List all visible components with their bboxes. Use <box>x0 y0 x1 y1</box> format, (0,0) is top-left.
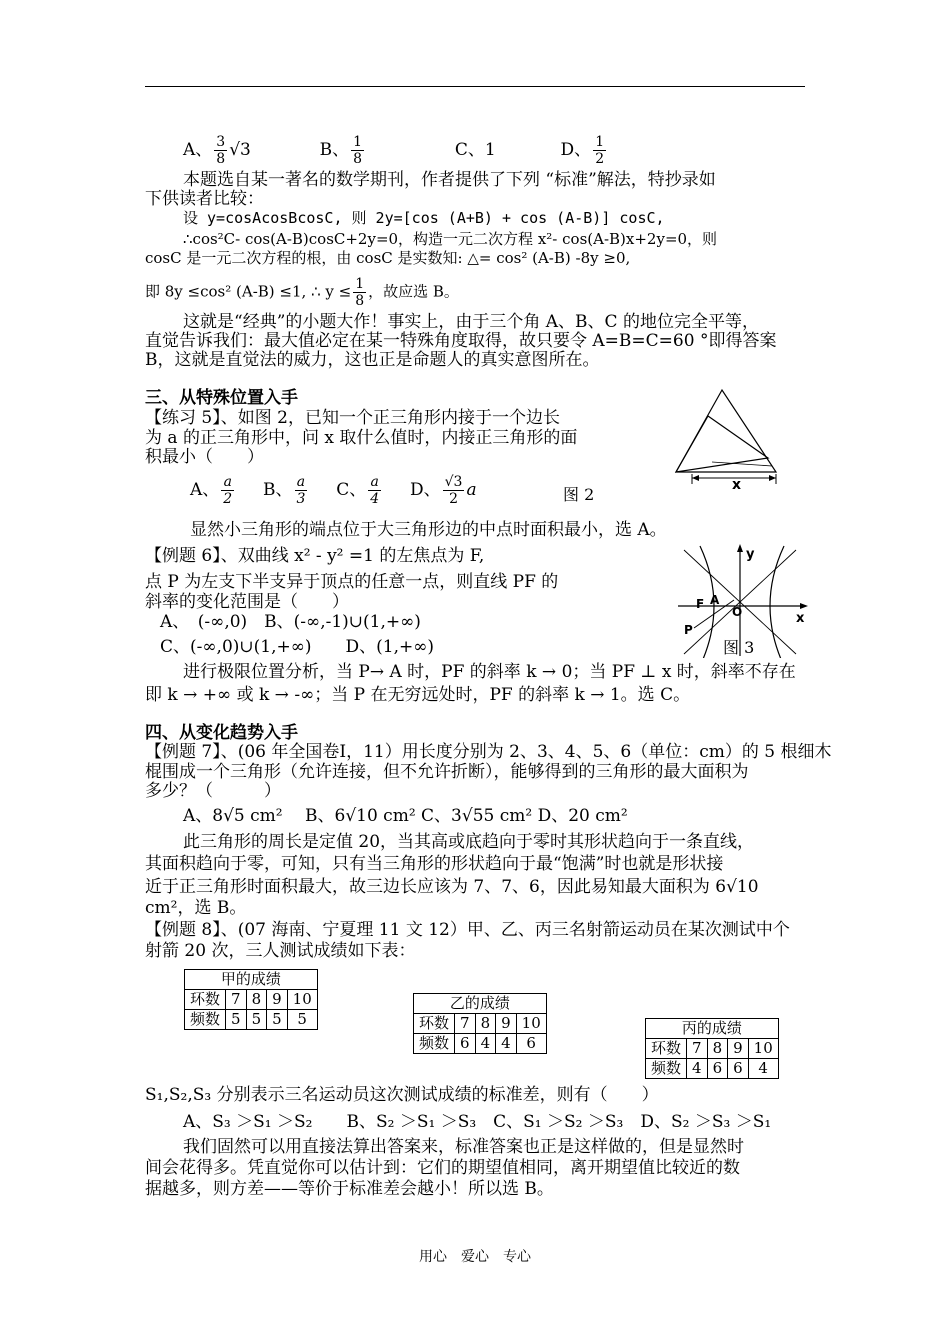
ex6-options-ab: A、 (-∞,0) B、(-∞,-1)∪(1,+∞) <box>160 612 421 632</box>
section4-title: 四、从变化趋势入手 <box>145 723 298 743</box>
option-d-fraction: $\frac{1}{2}$ <box>595 134 605 167</box>
figure2-triangles <box>672 388 798 496</box>
score-table-jia: 甲的成绩 环数 7 8 9 10 频数 5 5 5 5 <box>184 969 318 1030</box>
figure3-origin-label: O <box>732 605 743 619</box>
ex6-options-cd: C、(-∞,0)∪(1,+∞) D、(1,+∞) <box>160 637 435 657</box>
option-a-label: A、 <box>183 140 213 160</box>
ex7-line1: 【例题 7】、(06 年全国卷Ⅰ，11）用长度分别为 2、3、4、5、6（单位：cm）的 5 根细木 <box>145 742 832 762</box>
prev-question-options <box>183 134 608 167</box>
ex7-line3: 多少？（ ） <box>145 781 281 801</box>
option-b-label: B、 <box>319 140 350 160</box>
ex6-line3: 斜率的变化范围是（ ） <box>145 592 349 612</box>
figure3-p-label: P <box>684 623 693 637</box>
para1-line3: 设 y=cosAcosBcosC, 则 2y=[cos (A+B) + cos (A-B)] cosC, <box>183 209 665 227</box>
para1-line1: 本题选自某一著名的数学期刊，作者提供了下列 “标准”解法，特抄录如 <box>183 170 716 190</box>
ex5-line1: 【练习 5】、如图 2，已知一个正三角形内接于一个边长 <box>145 408 560 428</box>
ex8-answer-line3: 据越多，则方差——等价于标准差会越小！所以选 B。 <box>145 1179 554 1199</box>
ex7-answer-line4: cm²，选 B。 <box>145 898 247 918</box>
option-c: C、1 <box>454 140 496 160</box>
figure3-caption: 图 3 <box>723 638 755 657</box>
figure3-x-label: x <box>796 611 805 626</box>
ex8-line2: 射箭 20 次，三人测试成绩如下表： <box>145 941 416 961</box>
ex6-line2: 点 P 为左支下半支异于顶点的任意一点，则直线 PF 的 <box>145 572 559 592</box>
page-footer: 用心 爱心 专心 <box>419 1249 531 1265</box>
ex7-line2: 棍围成一个三角形（允许连接，但不允许折断），能够得到的三角形的最大面积为 <box>145 762 749 782</box>
figure3-y-label: y <box>746 547 755 562</box>
ex7-answer-line2: 其面积趋向于零，可知，只有当三角形的形状趋向于最“饱满”时也就是形状接 <box>145 854 724 874</box>
ex8-line1: 【例题 8】、(07 海南、宁夏理 11 文 12）甲、乙、丙三名射箭运动员在某次测试中个 <box>145 920 790 940</box>
ex8-answer-line1: 我们固然可以用直接法算出答案来，标准答案也正是这样做的，但是显然时 <box>183 1137 744 1157</box>
ex7-answer-line3: 近于正三角形时面积最大，故三边长应该为 7、7、6，因此易知最大面积为 6√10 <box>145 877 759 897</box>
para1-line4: ∴cos²C- cos(A-B)cosC+2y=0，构造一元二次方程 x²- cos(A-B)x+2y=0，则 <box>183 230 718 248</box>
ex7-answer-line1: 此三角形的周长是定值 20，当其高或底趋向于零时其形状趋向于一条直线， <box>183 832 755 852</box>
ex5-answer: 显然小三角形的端点位于大三角形边的中点时面积最小，选 A。 <box>190 520 667 540</box>
option-a-root: √3 <box>229 140 251 160</box>
ex6-analysis-line1: 进行极限位置分析，当 P→ A 时，PF 的斜率 k → 0；当 PF ⊥ x 时，斜率不存在 <box>183 662 796 682</box>
ex6-line1: 【例题 6】、双曲线 x² - y² =1 的左焦点为 F, <box>145 546 485 566</box>
para2-line3: B，这就是直觉法的威力，这也正是命题人的真实意图所在。 <box>145 350 600 370</box>
section3-title: 三、从特殊位置入手 <box>145 388 298 408</box>
ex5-options: A、 $\frac{a}{2}$ B、 $\frac{a}{3}$ C、 $\frac{a}{4}$ D、 $\frac{√3}{2}$ a <box>190 474 477 507</box>
ex8-question: S₁,S₂,S₃ 分别表示三名运动员这次测试成绩的标准差，则有（ ） <box>145 1085 659 1105</box>
score-table-yi: 乙的成绩 环数 7 8 9 10 频数 6 4 4 6 <box>413 993 547 1054</box>
option-a-fraction: $\frac{3}{8}$ <box>216 134 226 167</box>
figure3-a-label: A <box>710 593 720 607</box>
option-b-fraction: $\frac{1}{8}$ <box>353 134 363 167</box>
ex5-line2: 为 a 的正三角形中，问 x 取什么值时，内接正三角形的面 <box>145 428 578 448</box>
figure3-f-label: F <box>696 597 705 611</box>
ex8-answer-line2: 间会花得多。凭直觉你可以估计到：它们的期望值相同，离开期望值比较近的数 <box>145 1158 740 1178</box>
score-table-bing: 丙的成绩 环数 7 8 9 10 频数 4 6 6 4 <box>645 1018 779 1079</box>
para2-line2: 直觉告诉我们：最大值必定在某一特殊角度取得，故只要令 A=B=C=60 °即得答案 <box>145 331 777 351</box>
ex6-analysis-line2: 即 k → +∞ 或 k → -∞；当 P 在无穷远处时，PF 的斜率 k → 1。选 C。 <box>145 685 691 705</box>
figure2-caption: 图 2 <box>563 485 595 504</box>
ex5-line3: 积最小（ ） <box>145 447 264 467</box>
para1-line5: cosC 是一元二次方程的根，由 cosC 是实数知: △= cos² (A-B) -8y ≥0, <box>145 249 631 267</box>
option-d-label: D、 <box>560 140 592 160</box>
para2-line1: 这就是“经典”的小题大作！事实上，由于三个角 A、B、C 的地位完全平等， <box>183 312 759 332</box>
para1-line2: 下供读者比较： <box>145 189 264 209</box>
ex7-options: A、8√5 cm² B、6√10 cm² C、3√55 cm² D、20 cm² <box>183 806 628 826</box>
para1-line6: 即 8y ≤cos² (A-B) ≤1, ∴ y ≤ $\frac{1}{8}$ ，故应选 B。 <box>145 276 459 309</box>
figure2-x-label: x <box>732 477 742 493</box>
ex8-options: A、S₃ ＞S₁ ＞S₂ B、S₂ ＞S₁ ＞S₃ C、S₁ ＞S₂ ＞S₃ D、S₂ ＞S₃ ＞S₁ <box>183 1112 772 1132</box>
header-rule <box>145 86 805 87</box>
